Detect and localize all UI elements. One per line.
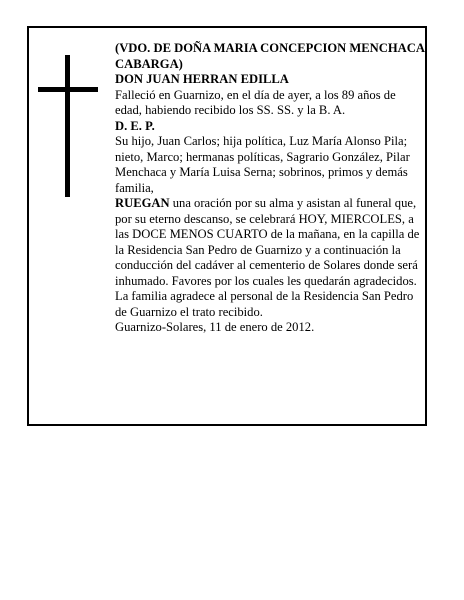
- family-list: Su hijo, Juan Carlos; hija política, Luz María Alonso Pila; nieto, Marco; hermanas políticas, Sagrario González, Pilar Menchaca y María Luisa Serna; sobrinos, primos y demás familia,: [115, 134, 410, 195]
- request-lead: RUEGAN: [115, 196, 170, 210]
- place-date: Guarnizo-Solares, 11 de enero de 2012.: [115, 320, 315, 334]
- cross-vertical-bar: [65, 55, 70, 197]
- cross-icon: [38, 55, 98, 197]
- obituary-notice: [27, 26, 427, 426]
- rip-line: D. E. P.: [115, 118, 155, 133]
- cross-horizontal-bar: [38, 87, 98, 92]
- request-body: una oración por su alma y asistan al funeral que, por su eterno descanso, se celebrará HOY, MIERCOLES, a las DOCE MENOS CUARTO de la mañana, en la capilla de la Residencia San Pedro de Guarnizo y a continuación la conducción del cadáver al cementerio de Solares donde será inhumado. Favores por los cuales les quedarán agradecidos. La familia agradece al personal de la Residencia San Pedro de Guarnizo el trato recibido.: [115, 196, 420, 319]
- widow-header: (VDO. DE DOÑA MARIA CONCEPCION MENCHACA CABARGA): [115, 41, 425, 71]
- funeral-request: [115, 196, 425, 320]
- notice-text: [115, 41, 425, 336]
- death-statement: Falleció en Guarnizo, en el día de ayer, a los 89 años de edad, habiendo recibido los SS. SS. y la B. A.: [115, 87, 396, 117]
- deceased-name: DON JUAN HERRAN EDILLA: [115, 72, 289, 86]
